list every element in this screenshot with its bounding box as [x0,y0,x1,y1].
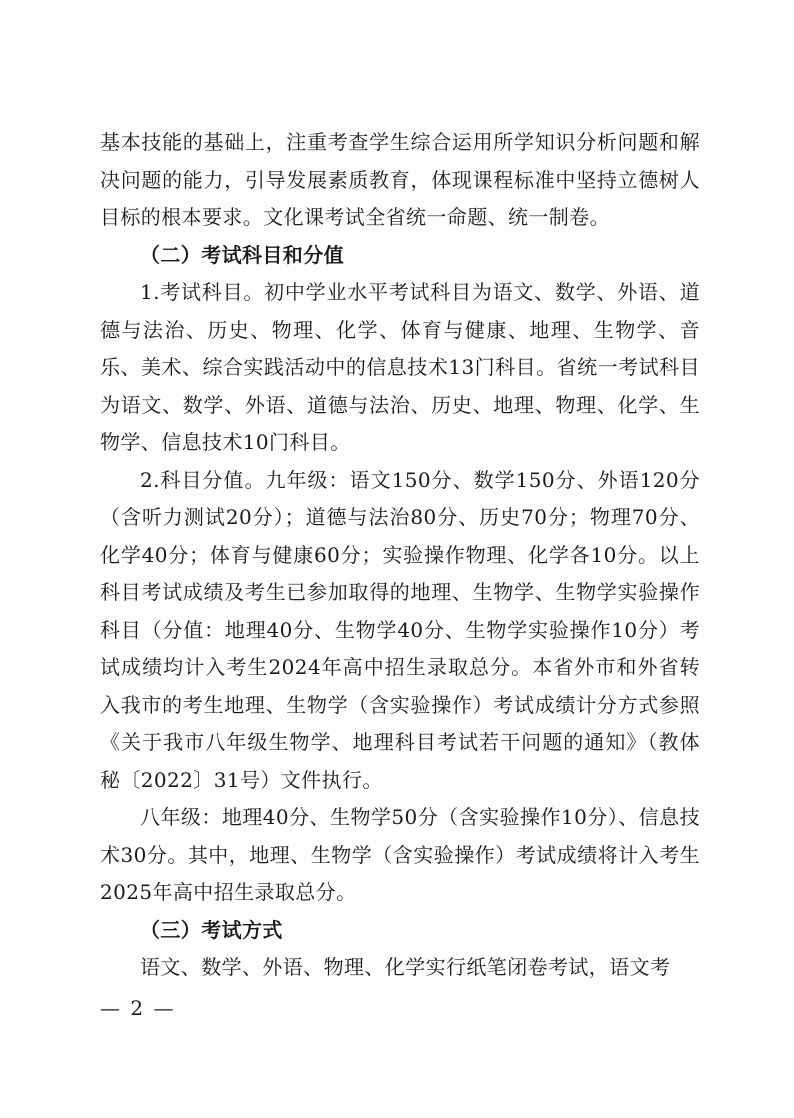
paragraph-exam-subjects: 1.考试科目。初中学业水平考试科目为语文、数学、外语、道德与法治、历史、物理、化学、体育与健康、地理、生物学、音乐、美术、综合实践活动中的信息技术13门科目。省统一考试科目为语文、数学、外语、道德与法治、历史、地理、物理、化学、生物学、信息技术10门科目。 [100,280,700,454]
paragraph-intro-continuation: 基本技能的基础上，注重考查学生综合运用所学知识分析问题和解决问题的能力，引导发展素质教育，体现课程标准中坚持立德树人目标的根本要求。文化课考试全省统一命题、统一制卷。 [100,130,700,229]
section-heading-exam-method: （三）考试方式 [140,917,283,942]
section-heading-subjects-and-scores: （二）考试科目和分值 [140,242,344,267]
paragraph-subject-scores: 2.科目分值。九年级：语文150分、数学150分、外语120分（含听力测试20分）；道德与法治80分、历史70分；物理70分、化学40分；体育与健康60分；实验操作物理、化学各10分。以上科目考试成绩及考生已参加取得的地理、生物学、生物学实验操作科目（分值：地理40分、生物学40分、生物学实验操作10分）考试成绩均计入考生2024年高中招生录取总分。本省外市和外省转入我市的考生地理、生物学（含实验操作）考试成绩计分方式参照《关于我市八年级生物学、地理科目考试若干问题的通知》（教体秘〔2022〕31号）文件执行。 [100,467,700,792]
paragraph-exam-method: 语文、数学、外语、物理、化学实行纸笔闭卷考试，语文考 [140,955,671,979]
document-body [100,124,700,987]
paragraph-grade-eight-scores: 八年级：地理40分、生物学50分（含实验操作10分）、信息技术30分。其中，地理、生物学（含实验操作）考试成绩将计入考生2025年高中招生录取总分。 [100,805,700,904]
page-number: — 2 — [100,996,176,1020]
